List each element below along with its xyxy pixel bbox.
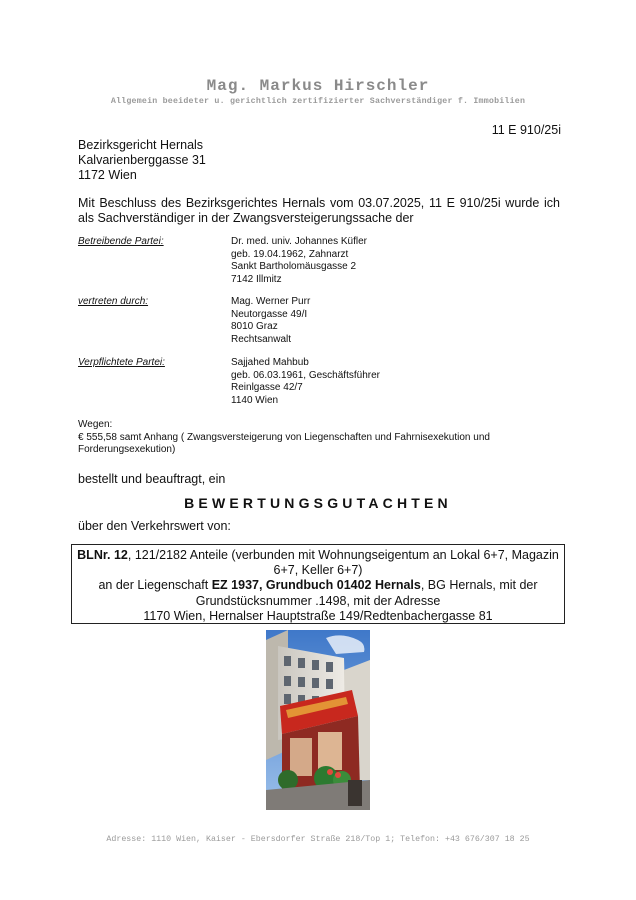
party-line: 8010 Graz — [231, 321, 278, 333]
court-address — [78, 138, 206, 183]
expert-name-header: Mag. Markus Hirschler — [206, 77, 430, 95]
property-photo — [266, 630, 370, 810]
party-details-representative — [231, 296, 310, 346]
ez-grundbuch: EZ 1937, Grundbuch 01402 Hernals — [211, 578, 421, 593]
party-line: Reinlgasse 42/7 — [231, 382, 303, 394]
party-line: geb. 19.04.1962, Zahnarzt — [231, 248, 349, 260]
party-line: Sankt Bartholomäusgasse 2 — [231, 261, 357, 273]
court-street: Kalvarienberggasse 31 — [78, 153, 206, 167]
wegen-text: € 555,58 samt Anhang ( Zwangsversteigerung von Liegenschaften und Fahrnisexekution und Forderungsexekution) — [78, 431, 490, 456]
party-label-debtor: Verpflichtete Partei: — [78, 357, 165, 368]
property-description-box — [71, 544, 565, 624]
party-label-representative: vertreten durch: — [78, 296, 149, 307]
wegen-label: Wegen: — [78, 419, 113, 430]
party-details-creditor — [231, 236, 367, 286]
register-prefix: an der Liegenschaft — [98, 578, 212, 593]
intro-paragraph: Mit Beschluss des Bezirksgerichtes Hernals vom 03.07.2025, 11 E 910/25i wurde ich als Sachverständiger in der Zwangsversteigerungssache der — [78, 196, 560, 225]
wegen-section — [78, 419, 548, 457]
subject-intro: über den Verkehrswert von: — [78, 519, 231, 533]
party-line: Neutorgasse 49/I — [231, 308, 308, 320]
party-details-debtor — [231, 357, 380, 407]
party-label-creditor: Betreibende Partei: — [78, 236, 164, 247]
appointment-text: bestellt und beauftragt, ein — [78, 472, 226, 486]
register-suffix: , BG Hernals, mit der Grundstücksnummer .1498, mit der Adresse — [195, 578, 538, 608]
blnr: BLNr. 12 — [77, 548, 128, 562]
party-line: Sajjahed Mahbub — [231, 357, 309, 368]
court-city: 1172 Wien — [78, 168, 137, 182]
party-line: Dr. med. univ. Johannes Küfler — [231, 236, 367, 247]
expert-subtitle: Allgemein beeideter u. gerichtlich zertifizierter Sachverständiger f. Immobilien — [110, 97, 526, 106]
document-title: BEWERTUNGSGUTACHTEN — [184, 495, 452, 511]
case-reference: 11 E 910/25i — [491, 123, 561, 137]
share-details: , 121/2182 Anteile (verbunden mit Wohnungseigentum an Lokal 6+7, Magazin 6+7, Keller 6+7) — [127, 548, 559, 578]
footer-contact: Adresse: 1110 Wien, Kaiser - Ebersdorfer Straße 218/Top 1; Telefon: +43 676/307 18 25 — [106, 835, 530, 844]
party-line: Rechtsanwalt — [231, 333, 292, 345]
party-line: 1140 Wien — [231, 394, 279, 406]
court-name: Bezirksgericht Hernals — [78, 138, 204, 152]
party-line: 7142 Illmitz — [231, 273, 282, 285]
party-line: geb. 06.03.1961, Geschäftsführer — [231, 369, 380, 381]
property-address: 1170 Wien, Hernalser Hauptstraße 149/Redtenbachergasse 81 — [143, 608, 493, 623]
property-share-line — [72, 548, 564, 578]
party-line: Mag. Werner Purr — [231, 296, 311, 307]
property-register-line — [72, 578, 564, 608]
